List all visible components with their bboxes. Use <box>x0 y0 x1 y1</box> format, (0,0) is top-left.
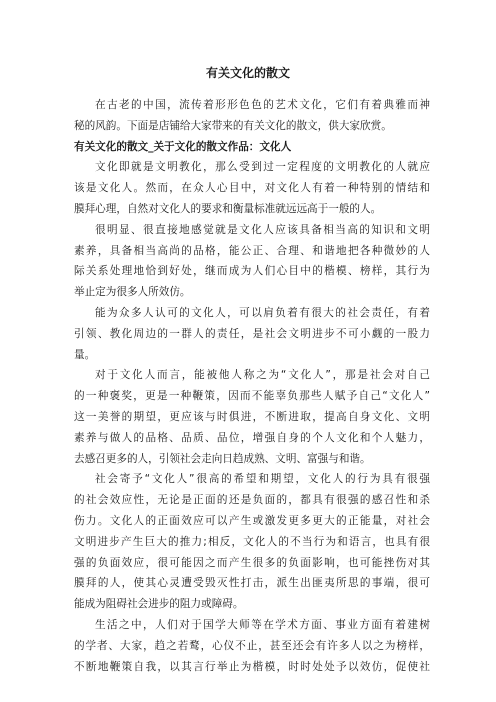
text-line: 际关系处理地恰到好处，继而成为人们心目中的楷模、榜样，其行为 <box>74 265 430 278</box>
text-line: 生活之中，人们对于国学大师等在学术方面、事业方面有着建树 <box>95 618 430 631</box>
text-line: 在古老的中国，流传着形形色色的艺术文化，它们有着典雅而神 <box>95 99 430 111</box>
text-line: 举止定为很多人所效仿。 <box>74 286 191 299</box>
text-line: 秘的风韵。下面是店铺给大家带来的有关文化的散文，供大家欣赏。 <box>74 119 392 132</box>
text-line: 膜拜的人，使其心灵遭受毁灭性打击，派生出匪夷所思的事端，很可 <box>74 577 430 590</box>
text-line: 的社会效应性，无论是正面的还是负面的，都具有很强的感召性和杀 <box>74 494 430 507</box>
text-line: 量。 <box>74 348 96 361</box>
paragraph <box>74 615 430 677</box>
text-line: 该是文化人。然而，在众人心目中，对文化人有着一种特别的情结和 <box>74 182 430 195</box>
text-line: 素养，具备相当高尚的品格，能公正、合理、和谐地把各种微妙的人 <box>74 244 430 257</box>
paragraph <box>74 469 430 615</box>
text-line: 伤力。文化人的正面效应可以产生或激发更多更大的正能量，对社会 <box>74 514 430 527</box>
section-heading <box>74 137 430 158</box>
text-line: 的学者、大家，趋之若鹜，心仪不止，甚至还会有许多人以之为榜样， <box>74 639 430 652</box>
text-line: 的一种褒奖，更是一种鞭策，因而不能辜负那些人赋予自己“文化人” <box>74 390 430 403</box>
text-line: 文明进步产生巨大的推力;相反，文化人的不当行为和语言，也具有很 <box>74 535 430 548</box>
text-line: 对于文化人而言，能被他人称之为“文化人”，那是社会对自己 <box>95 369 430 382</box>
document-title: 有关文化的散文 <box>205 66 290 80</box>
text-line: 很明显、很直接地感觉就是文化人应该具备相当高的知识和文明 <box>95 223 430 236</box>
text-line: 这一美誉的期望，更应该与时俱进，不断进取，提高自身文化、文明 <box>74 410 430 423</box>
text-line: 膜拜心理，自然对文化人的要求和衡量标准就远远高于一般的人。 <box>74 202 382 215</box>
text-line: 素养与做人的品格、品质、品位，增强自身的个人文化和个人魅力， <box>74 431 430 444</box>
paragraph <box>74 157 430 219</box>
text-line: 社会寄予“文化人”很高的希望和期望，文化人的行为具有很强 <box>95 473 430 486</box>
paragraph <box>74 365 430 469</box>
paragraph <box>74 220 430 303</box>
document-body <box>74 95 430 677</box>
text-line: 去感召更多的人，引领社会走向日趋成熟、文明、富强与和谐。 <box>74 452 371 465</box>
text-line: 不断地鞭策自我，以其言行举止为楷模，时时处处予以效仿，促使社 <box>74 660 430 673</box>
text-line: 引领、教化周边的一群人的责任，是社会文明进步不可小觑的一股力 <box>74 327 430 340</box>
paragraph <box>74 303 430 365</box>
text-line: 文化即就是文明教化，那么受到过一定程度的文明教化的人就应 <box>95 161 430 174</box>
text-line: 能成为阻碍社会进步的阻力或障碍。 <box>74 598 244 611</box>
paragraph-intro <box>74 95 430 137</box>
text-line: 能为众多人认可的文化人，可以肩负着有很大的社会责任，有着 <box>95 306 430 319</box>
section-heading-text: 有关文化的散文_关于文化的散文作品：文化人 <box>74 140 292 153</box>
text-line: 强的负面效应，很可能因之而产生很多的负面影响，也可能挫伤对其 <box>74 556 430 569</box>
